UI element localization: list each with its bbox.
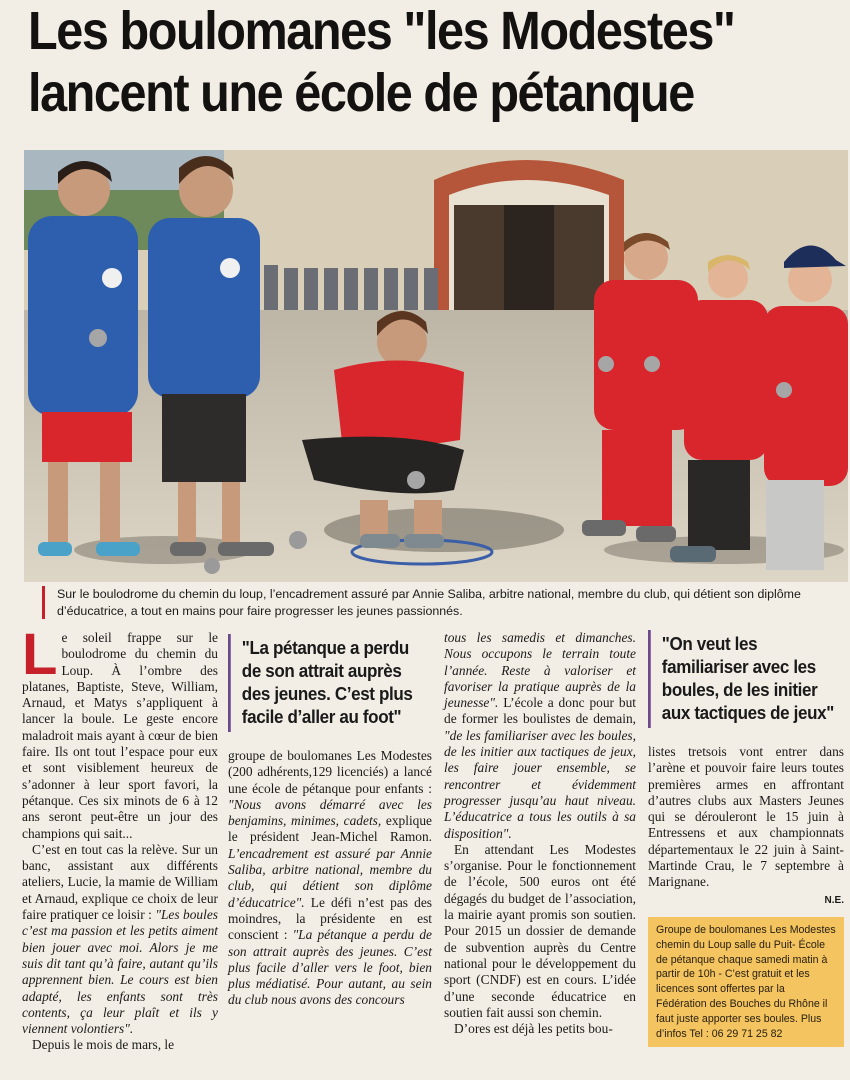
article-photo (24, 150, 848, 582)
col2-text-2: explique le président Jean-Michel Ramon. (228, 813, 432, 845)
drop-cap: L (22, 622, 58, 687)
article-column-3 (444, 630, 636, 1037)
headline-line-1: Les boulomanes "les Modestes" (28, 1, 735, 61)
article-column-1 (22, 622, 218, 1054)
col2-quote-3: "La pétanque a perdu de son attrait auprès des jeunes. C’est plus facile d’aller vers le foot, bien plus médiatisé. Pour autant, au sein du club nous avons des concours (228, 927, 432, 1008)
col3-paragraph-2: En attendant Les Modestes s’organise. Pour le fonctionnement de l’école, 500 euros ont été dégagés du budget de l’association, la mairie ayant promis son soutien. Pour 2015 un dossier de demande de subvention auprès du Centre national pour le développement du sport (CNDF) est en cours. L’idée d’une seconde éducatrice en soutien fait aussi son chemin. (444, 841, 636, 1020)
pull-quote-2: "On veut les familiariser avec les boules, de les initier aux tactiques de jeux" (648, 630, 837, 728)
photo-caption: Sur le boulodrome du chemin du loup, l’encadrement assuré par Annie Saliba, arbitre national, membre du club, qui détient son diplôme d’éducatrice, a tout en mains pour faire progresser les jeunes passionnés. (42, 586, 842, 619)
pull-quote-1: "La pétanque a perdu de son attrait auprès des jeunes. C’est plus facile d’aller au foot" (228, 634, 417, 732)
col4-paragraph-1: listes tretsois vont entrer dans l’arène et pouvoir faire leurs toutes premières armes en affrontant d’autres clubs aux Masters Jeunes qui se dérouleront le 15 juin à Entressens et aux championnats départementaux le 22 juin à Saint-Martinde Crau, le 7 septembre à Marignane. (648, 744, 844, 890)
col3-paragraph-3: D’ores est déjà les petits bou- (454, 1021, 613, 1037)
col1-paragraph-3: Depuis le mois de mars, le (32, 1037, 175, 1053)
headline-line-2: lancent une école de pétanque (28, 63, 694, 123)
col3-quote-1: tous les samedis et dimanches. Nous occupons le terrain toute l’année. Reste à valoriser et favoriser la pratique auprès de la jeunesse". (444, 630, 636, 711)
boule (204, 558, 220, 574)
col1-paragraph-1: e soleil frappe sur le boulodrome du chemin du Loup. À l’ombre des platanes, Baptiste, Steve, William, Arnaud, et Matys s’appliquent à lancer la boule. Le geste encore maladroit mais ayant à cœur de bien faire. Ils ont tout l’espace pour eux et sont visiblement heureux de s’adonner à leur sport favori, la pétanque. Ces six minots de 6 à 12 ans seront peut-être un jour des champions qui sait... (22, 630, 218, 841)
children-petanque-photo (24, 150, 848, 582)
col1-paragraph-2: C’est en tout cas la relève. Sur un banc, assistant aux différents ateliers, Lucie, la mamie de William et Arnaud, explique ce choix de leur faire pratiquer ce loisir : (22, 841, 218, 923)
col2-text-3: Le défi n’est pas des moindres, la présidente en est conscient : (228, 894, 432, 943)
headline (28, 0, 757, 124)
col3-text-1: L’école a donc pour but de former les boulistes de demain, (444, 695, 636, 727)
boule (289, 531, 307, 549)
article-column-2 (228, 630, 432, 1009)
col2-text-1: groupe de boulomanes Les Modestes (200 adhérents,129 licenciés) a lancé une école de pétanque pour enfants : (228, 748, 432, 796)
col3-quote-2: "de les familiariser avec les boules, de les initier aux tactiques de jeux, les faire jouer ensemble, se rencontrer et évidemment progresser jusqu’au haut niveau. L’éducatrice a tous les outils à sa disposition". (444, 727, 636, 841)
col2-quote-1: "Nous avons démarré avec les benjamins, minimes, cadets, (228, 796, 432, 829)
info-box: Groupe de boulomanes Les Modestes chemin du Loup salle du Puit- École de pétanque chaque samedi matin à partir de 10h - C’est gratuit et les licences sont offertes par la Fédération des Bouches du Rhône il faut juste apporter ses boules. Plus d’infos Tel : 06 29 71 25 82 (648, 917, 844, 1047)
article-column-4 (648, 630, 844, 1047)
author-signature: N.E. (824, 894, 844, 906)
col1-quote: "Les boules c’est ma passion et les petits aiment bien jouer avec moi. Alors je me suis dit tant qu’à faire, autant qu’ils apprennent bien. Le cours est bien adapté, les enfants sont très contents, ça leur plaît et ils y viennent volontiers". (22, 907, 218, 1037)
col2-quote-2: L’encadrement est assuré par Annie Saliba, arbitre national, membre du club, qui détient son diplôme d’éducatrice". (228, 845, 432, 910)
